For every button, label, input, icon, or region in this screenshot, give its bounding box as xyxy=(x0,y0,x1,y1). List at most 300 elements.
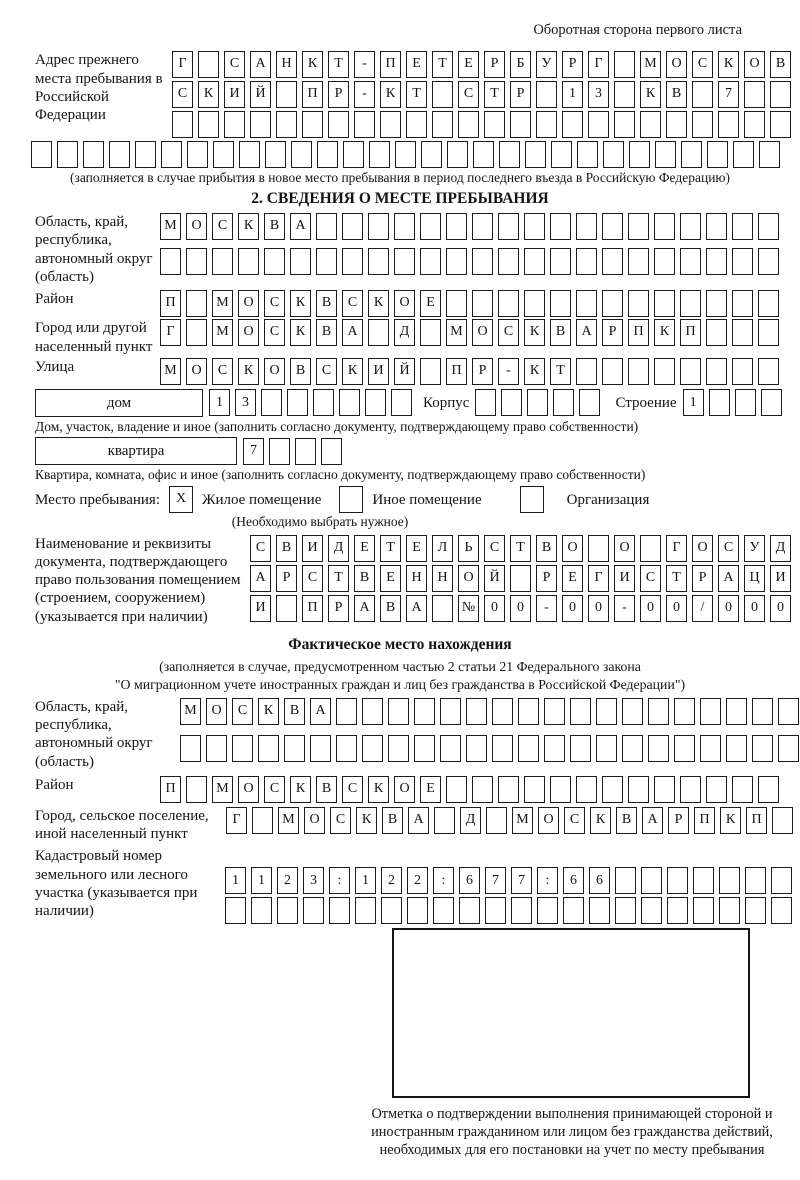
char-cell[interactable] xyxy=(602,776,623,803)
char-cell[interactable] xyxy=(172,111,193,138)
char-cell[interactable] xyxy=(758,248,779,275)
char-cell[interactable] xyxy=(394,248,415,275)
char-cell[interactable] xyxy=(440,698,461,725)
char-cell[interactable] xyxy=(655,141,676,168)
char-cell[interactable] xyxy=(680,213,701,240)
char-cell[interactable] xyxy=(316,213,337,240)
char-cell[interactable]: С xyxy=(458,81,479,108)
char-cell[interactable] xyxy=(544,735,565,762)
char-cell[interactable]: Е xyxy=(420,776,441,803)
char-cell[interactable]: С xyxy=(264,290,285,317)
char-cell[interactable] xyxy=(732,319,753,346)
char-cell[interactable] xyxy=(276,111,297,138)
char-cell[interactable]: 0 xyxy=(666,595,687,622)
char-cell[interactable]: О xyxy=(206,698,227,725)
char-cell[interactable] xyxy=(354,111,375,138)
char-cell[interactable]: К xyxy=(302,51,323,78)
char-cell[interactable] xyxy=(475,389,496,416)
char-cell[interactable]: - xyxy=(614,595,635,622)
char-cell[interactable] xyxy=(700,698,721,725)
char-cell[interactable] xyxy=(186,290,207,317)
char-cell[interactable]: К xyxy=(238,213,259,240)
char-cell[interactable] xyxy=(641,897,662,924)
char-cell[interactable] xyxy=(693,897,714,924)
char-cell[interactable]: А xyxy=(408,807,429,834)
char-cell[interactable] xyxy=(770,81,791,108)
char-cell[interactable] xyxy=(206,735,227,762)
char-cell[interactable] xyxy=(732,248,753,275)
char-cell[interactable]: А xyxy=(250,565,271,592)
char-cell[interactable] xyxy=(388,735,409,762)
char-cell[interactable]: О xyxy=(562,535,583,562)
char-cell[interactable]: С xyxy=(564,807,585,834)
char-cell[interactable]: 3 xyxy=(235,389,256,416)
char-cell[interactable] xyxy=(160,248,181,275)
char-cell[interactable] xyxy=(420,358,441,385)
char-cell[interactable] xyxy=(290,248,311,275)
char-cell[interactable] xyxy=(492,735,513,762)
char-cell[interactable] xyxy=(57,141,78,168)
char-cell[interactable]: 0 xyxy=(510,595,531,622)
char-cell[interactable] xyxy=(362,735,383,762)
char-cell[interactable] xyxy=(510,565,531,592)
char-cell[interactable] xyxy=(524,776,545,803)
char-cell[interactable]: 7 xyxy=(511,867,532,894)
char-cell[interactable]: Ц xyxy=(744,565,765,592)
char-cell[interactable]: И xyxy=(368,358,389,385)
char-cell[interactable] xyxy=(614,111,635,138)
char-cell[interactable] xyxy=(706,248,727,275)
char-cell[interactable] xyxy=(629,141,650,168)
char-cell[interactable]: М xyxy=(278,807,299,834)
char-cell[interactable]: Т xyxy=(432,51,453,78)
char-cell[interactable] xyxy=(589,897,610,924)
char-cell[interactable]: 0 xyxy=(484,595,505,622)
char-cell[interactable]: В xyxy=(316,290,337,317)
char-cell[interactable] xyxy=(472,213,493,240)
char-cell[interactable] xyxy=(744,111,765,138)
char-cell[interactable] xyxy=(758,213,779,240)
char-cell[interactable]: К xyxy=(368,290,389,317)
char-cell[interactable]: Д xyxy=(770,535,791,562)
char-cell[interactable]: Р xyxy=(484,51,505,78)
char-cell[interactable]: Р xyxy=(328,595,349,622)
char-cell[interactable]: И xyxy=(224,81,245,108)
char-cell[interactable] xyxy=(355,897,376,924)
char-cell[interactable]: Н xyxy=(406,565,427,592)
char-cell[interactable] xyxy=(596,698,617,725)
char-cell[interactable] xyxy=(313,389,334,416)
char-cell[interactable] xyxy=(680,776,701,803)
char-cell[interactable]: О xyxy=(238,776,259,803)
char-cell[interactable]: О xyxy=(304,807,325,834)
char-cell[interactable] xyxy=(369,141,390,168)
char-cell[interactable]: 6 xyxy=(459,867,480,894)
char-cell[interactable]: М xyxy=(512,807,533,834)
char-cell[interactable] xyxy=(732,213,753,240)
char-cell[interactable] xyxy=(550,290,571,317)
char-cell[interactable] xyxy=(628,776,649,803)
char-cell[interactable] xyxy=(433,897,454,924)
char-cell[interactable] xyxy=(250,111,271,138)
char-cell[interactable]: В xyxy=(616,807,637,834)
char-cell[interactable]: 1 xyxy=(209,389,230,416)
char-cell[interactable] xyxy=(381,897,402,924)
char-cell[interactable]: О xyxy=(666,51,687,78)
char-cell[interactable]: 1 xyxy=(355,867,376,894)
char-cell[interactable] xyxy=(709,389,730,416)
char-cell[interactable] xyxy=(654,358,675,385)
char-cell[interactable] xyxy=(498,213,519,240)
char-cell[interactable]: Е xyxy=(562,565,583,592)
char-cell[interactable] xyxy=(588,535,609,562)
char-cell[interactable]: О xyxy=(458,565,479,592)
char-cell[interactable]: М xyxy=(212,776,233,803)
char-cell[interactable] xyxy=(550,213,571,240)
char-cell[interactable] xyxy=(735,389,756,416)
char-cell[interactable]: А xyxy=(250,51,271,78)
char-cell[interactable]: С xyxy=(692,51,713,78)
char-cell[interactable] xyxy=(265,141,286,168)
char-cell[interactable] xyxy=(706,776,727,803)
char-cell[interactable] xyxy=(758,358,779,385)
char-cell[interactable] xyxy=(654,248,675,275)
char-cell[interactable] xyxy=(238,248,259,275)
char-cell[interactable] xyxy=(446,248,467,275)
char-cell[interactable] xyxy=(394,213,415,240)
char-cell[interactable] xyxy=(321,438,342,465)
char-cell[interactable] xyxy=(628,213,649,240)
char-cell[interactable]: В xyxy=(536,535,557,562)
char-cell[interactable] xyxy=(744,81,765,108)
char-cell[interactable]: К xyxy=(356,807,377,834)
char-cell[interactable]: М xyxy=(180,698,201,725)
char-cell[interactable] xyxy=(562,111,583,138)
char-cell[interactable] xyxy=(778,735,799,762)
char-cell[interactable]: С xyxy=(232,698,253,725)
char-cell[interactable]: 7 xyxy=(243,438,264,465)
char-cell[interactable]: Е xyxy=(420,290,441,317)
char-cell[interactable]: Д xyxy=(394,319,415,346)
char-cell[interactable]: - xyxy=(536,595,557,622)
char-cell[interactable] xyxy=(466,735,487,762)
char-cell[interactable] xyxy=(499,141,520,168)
char-cell[interactable]: П xyxy=(380,51,401,78)
char-cell[interactable]: Р xyxy=(472,358,493,385)
char-cell[interactable]: С xyxy=(484,535,505,562)
char-cell[interactable] xyxy=(339,389,360,416)
char-cell[interactable]: Т xyxy=(666,565,687,592)
char-cell[interactable]: Б xyxy=(510,51,531,78)
char-cell[interactable]: А xyxy=(718,565,739,592)
char-cell[interactable]: К xyxy=(238,358,259,385)
char-cell[interactable]: О xyxy=(614,535,635,562)
char-cell[interactable] xyxy=(524,290,545,317)
char-cell[interactable]: К xyxy=(380,81,401,108)
char-cell[interactable]: С xyxy=(342,776,363,803)
char-cell[interactable] xyxy=(336,735,357,762)
char-cell[interactable]: Д xyxy=(460,807,481,834)
char-cell[interactable]: № xyxy=(458,595,479,622)
char-cell[interactable] xyxy=(498,290,519,317)
char-cell[interactable]: К xyxy=(720,807,741,834)
char-cell[interactable]: Г xyxy=(160,319,181,346)
char-cell[interactable] xyxy=(700,735,721,762)
char-cell[interactable]: 3 xyxy=(588,81,609,108)
char-cell[interactable] xyxy=(420,213,441,240)
char-cell[interactable] xyxy=(550,776,571,803)
char-cell[interactable]: С xyxy=(250,535,271,562)
checkbox-org[interactable] xyxy=(520,486,544,513)
char-cell[interactable]: Т xyxy=(380,535,401,562)
char-cell[interactable]: Р xyxy=(536,565,557,592)
char-cell[interactable]: В xyxy=(316,776,337,803)
char-cell[interactable] xyxy=(648,735,669,762)
char-cell[interactable] xyxy=(336,698,357,725)
char-cell[interactable]: Е xyxy=(406,51,427,78)
char-cell[interactable] xyxy=(498,776,519,803)
char-cell[interactable] xyxy=(602,248,623,275)
char-cell[interactable]: / xyxy=(692,595,713,622)
char-cell[interactable]: - xyxy=(354,81,375,108)
char-cell[interactable]: Е xyxy=(380,565,401,592)
char-cell[interactable]: К xyxy=(640,81,661,108)
char-cell[interactable]: К xyxy=(590,807,611,834)
char-cell[interactable]: : xyxy=(537,867,558,894)
char-cell[interactable] xyxy=(186,319,207,346)
char-cell[interactable] xyxy=(446,290,467,317)
char-cell[interactable] xyxy=(251,897,272,924)
kvartira-type-box[interactable] xyxy=(35,437,237,465)
char-cell[interactable]: С xyxy=(302,565,323,592)
char-cell[interactable]: Г xyxy=(666,535,687,562)
char-cell[interactable] xyxy=(466,698,487,725)
char-cell[interactable] xyxy=(640,535,661,562)
char-cell[interactable]: К xyxy=(368,776,389,803)
char-cell[interactable]: В xyxy=(382,807,403,834)
char-cell[interactable] xyxy=(576,776,597,803)
char-cell[interactable]: А xyxy=(576,319,597,346)
char-cell[interactable] xyxy=(654,213,675,240)
char-cell[interactable]: П xyxy=(302,81,323,108)
char-cell[interactable] xyxy=(187,141,208,168)
char-cell[interactable] xyxy=(365,389,386,416)
char-cell[interactable] xyxy=(518,735,539,762)
char-cell[interactable] xyxy=(317,141,338,168)
char-cell[interactable]: С xyxy=(640,565,661,592)
char-cell[interactable]: К xyxy=(654,319,675,346)
char-cell[interactable]: О xyxy=(238,290,259,317)
char-cell[interactable] xyxy=(342,213,363,240)
char-cell[interactable] xyxy=(459,897,480,924)
char-cell[interactable]: С xyxy=(264,319,285,346)
char-cell[interactable]: И xyxy=(302,535,323,562)
char-cell[interactable] xyxy=(362,698,383,725)
char-cell[interactable]: Л xyxy=(432,535,453,562)
char-cell[interactable]: 6 xyxy=(589,867,610,894)
char-cell[interactable]: С xyxy=(212,213,233,240)
char-cell[interactable] xyxy=(761,389,782,416)
char-cell[interactable] xyxy=(458,111,479,138)
char-cell[interactable] xyxy=(544,698,565,725)
char-cell[interactable]: Р xyxy=(510,81,531,108)
char-cell[interactable]: К xyxy=(524,358,545,385)
char-cell[interactable] xyxy=(733,141,754,168)
char-cell[interactable] xyxy=(414,735,435,762)
char-cell[interactable]: П xyxy=(694,807,715,834)
char-cell[interactable] xyxy=(692,111,713,138)
char-cell[interactable]: Г xyxy=(226,807,247,834)
char-cell[interactable]: П xyxy=(628,319,649,346)
char-cell[interactable]: А xyxy=(406,595,427,622)
char-cell[interactable]: О xyxy=(538,807,559,834)
char-cell[interactable]: М xyxy=(160,213,181,240)
char-cell[interactable] xyxy=(287,389,308,416)
char-cell[interactable] xyxy=(603,141,624,168)
char-cell[interactable] xyxy=(745,897,766,924)
char-cell[interactable]: О xyxy=(186,358,207,385)
char-cell[interactable] xyxy=(759,141,780,168)
char-cell[interactable] xyxy=(432,81,453,108)
char-cell[interactable]: 0 xyxy=(744,595,765,622)
char-cell[interactable] xyxy=(212,248,233,275)
char-cell[interactable] xyxy=(511,897,532,924)
char-cell[interactable]: С xyxy=(212,358,233,385)
char-cell[interactable]: О xyxy=(394,290,415,317)
char-cell[interactable]: В xyxy=(316,319,337,346)
char-cell[interactable]: Р xyxy=(562,51,583,78)
char-cell[interactable] xyxy=(622,735,643,762)
char-cell[interactable] xyxy=(641,867,662,894)
char-cell[interactable] xyxy=(771,897,792,924)
char-cell[interactable] xyxy=(342,248,363,275)
char-cell[interactable] xyxy=(745,867,766,894)
char-cell[interactable]: А xyxy=(290,213,311,240)
char-cell[interactable]: С xyxy=(342,290,363,317)
char-cell[interactable] xyxy=(484,111,505,138)
char-cell[interactable]: А xyxy=(342,319,363,346)
char-cell[interactable]: О xyxy=(238,319,259,346)
char-cell[interactable]: Т xyxy=(406,81,427,108)
char-cell[interactable] xyxy=(472,776,493,803)
char-cell[interactable] xyxy=(446,213,467,240)
char-cell[interactable]: М xyxy=(212,319,233,346)
char-cell[interactable] xyxy=(328,111,349,138)
char-cell[interactable] xyxy=(261,389,282,416)
char-cell[interactable]: Й xyxy=(250,81,271,108)
char-cell[interactable] xyxy=(368,213,389,240)
char-cell[interactable]: О xyxy=(744,51,765,78)
char-cell[interactable] xyxy=(576,213,597,240)
char-cell[interactable]: 0 xyxy=(588,595,609,622)
char-cell[interactable] xyxy=(758,290,779,317)
char-cell[interactable]: В xyxy=(666,81,687,108)
char-cell[interactable] xyxy=(758,776,779,803)
char-cell[interactable] xyxy=(579,389,600,416)
char-cell[interactable] xyxy=(615,897,636,924)
char-cell[interactable] xyxy=(706,319,727,346)
char-cell[interactable] xyxy=(726,698,747,725)
char-cell[interactable]: К xyxy=(258,698,279,725)
char-cell[interactable] xyxy=(414,698,435,725)
char-cell[interactable] xyxy=(536,81,557,108)
char-cell[interactable] xyxy=(276,81,297,108)
char-cell[interactable] xyxy=(380,111,401,138)
char-cell[interactable] xyxy=(239,141,260,168)
char-cell[interactable] xyxy=(667,897,688,924)
char-cell[interactable] xyxy=(432,111,453,138)
char-cell[interactable]: К xyxy=(524,319,545,346)
char-cell[interactable] xyxy=(485,897,506,924)
char-cell[interactable]: В xyxy=(264,213,285,240)
char-cell[interactable] xyxy=(368,319,389,346)
char-cell[interactable] xyxy=(596,735,617,762)
char-cell[interactable] xyxy=(284,735,305,762)
char-cell[interactable]: К xyxy=(198,81,219,108)
char-cell[interactable]: В xyxy=(284,698,305,725)
char-cell[interactable]: Р xyxy=(328,81,349,108)
char-cell[interactable]: 1 xyxy=(225,867,246,894)
char-cell[interactable] xyxy=(109,141,130,168)
char-cell[interactable] xyxy=(391,389,412,416)
char-cell[interactable]: 0 xyxy=(640,595,661,622)
char-cell[interactable]: Г xyxy=(588,51,609,78)
char-cell[interactable]: 0 xyxy=(562,595,583,622)
char-cell[interactable] xyxy=(576,358,597,385)
char-cell[interactable]: С xyxy=(330,807,351,834)
char-cell[interactable]: И xyxy=(770,565,791,592)
char-cell[interactable] xyxy=(602,358,623,385)
char-cell[interactable] xyxy=(648,698,669,725)
char-cell[interactable]: В xyxy=(380,595,401,622)
char-cell[interactable] xyxy=(680,290,701,317)
char-cell[interactable] xyxy=(615,867,636,894)
char-cell[interactable] xyxy=(524,248,545,275)
char-cell[interactable] xyxy=(674,735,695,762)
char-cell[interactable]: Т xyxy=(484,81,505,108)
char-cell[interactable] xyxy=(550,248,571,275)
char-cell[interactable]: 0 xyxy=(718,595,739,622)
char-cell[interactable]: - xyxy=(354,51,375,78)
char-cell[interactable]: Р xyxy=(692,565,713,592)
char-cell[interactable] xyxy=(343,141,364,168)
char-cell[interactable] xyxy=(527,389,548,416)
char-cell[interactable] xyxy=(674,698,695,725)
char-cell[interactable]: Г xyxy=(172,51,193,78)
char-cell[interactable] xyxy=(666,111,687,138)
char-cell[interactable] xyxy=(434,807,455,834)
char-cell[interactable]: М xyxy=(640,51,661,78)
char-cell[interactable] xyxy=(388,698,409,725)
char-cell[interactable] xyxy=(295,438,316,465)
char-cell[interactable]: И xyxy=(614,565,635,592)
char-cell[interactable] xyxy=(291,141,312,168)
char-cell[interactable] xyxy=(446,776,467,803)
char-cell[interactable] xyxy=(264,248,285,275)
char-cell[interactable] xyxy=(198,111,219,138)
char-cell[interactable] xyxy=(693,867,714,894)
char-cell[interactable] xyxy=(186,248,207,275)
char-cell[interactable]: - xyxy=(498,358,519,385)
char-cell[interactable] xyxy=(252,807,273,834)
char-cell[interactable]: Ь xyxy=(458,535,479,562)
char-cell[interactable]: П xyxy=(160,290,181,317)
char-cell[interactable] xyxy=(654,290,675,317)
char-cell[interactable] xyxy=(706,358,727,385)
char-cell[interactable]: С xyxy=(172,81,193,108)
char-cell[interactable] xyxy=(524,213,545,240)
char-cell[interactable]: О xyxy=(264,358,285,385)
